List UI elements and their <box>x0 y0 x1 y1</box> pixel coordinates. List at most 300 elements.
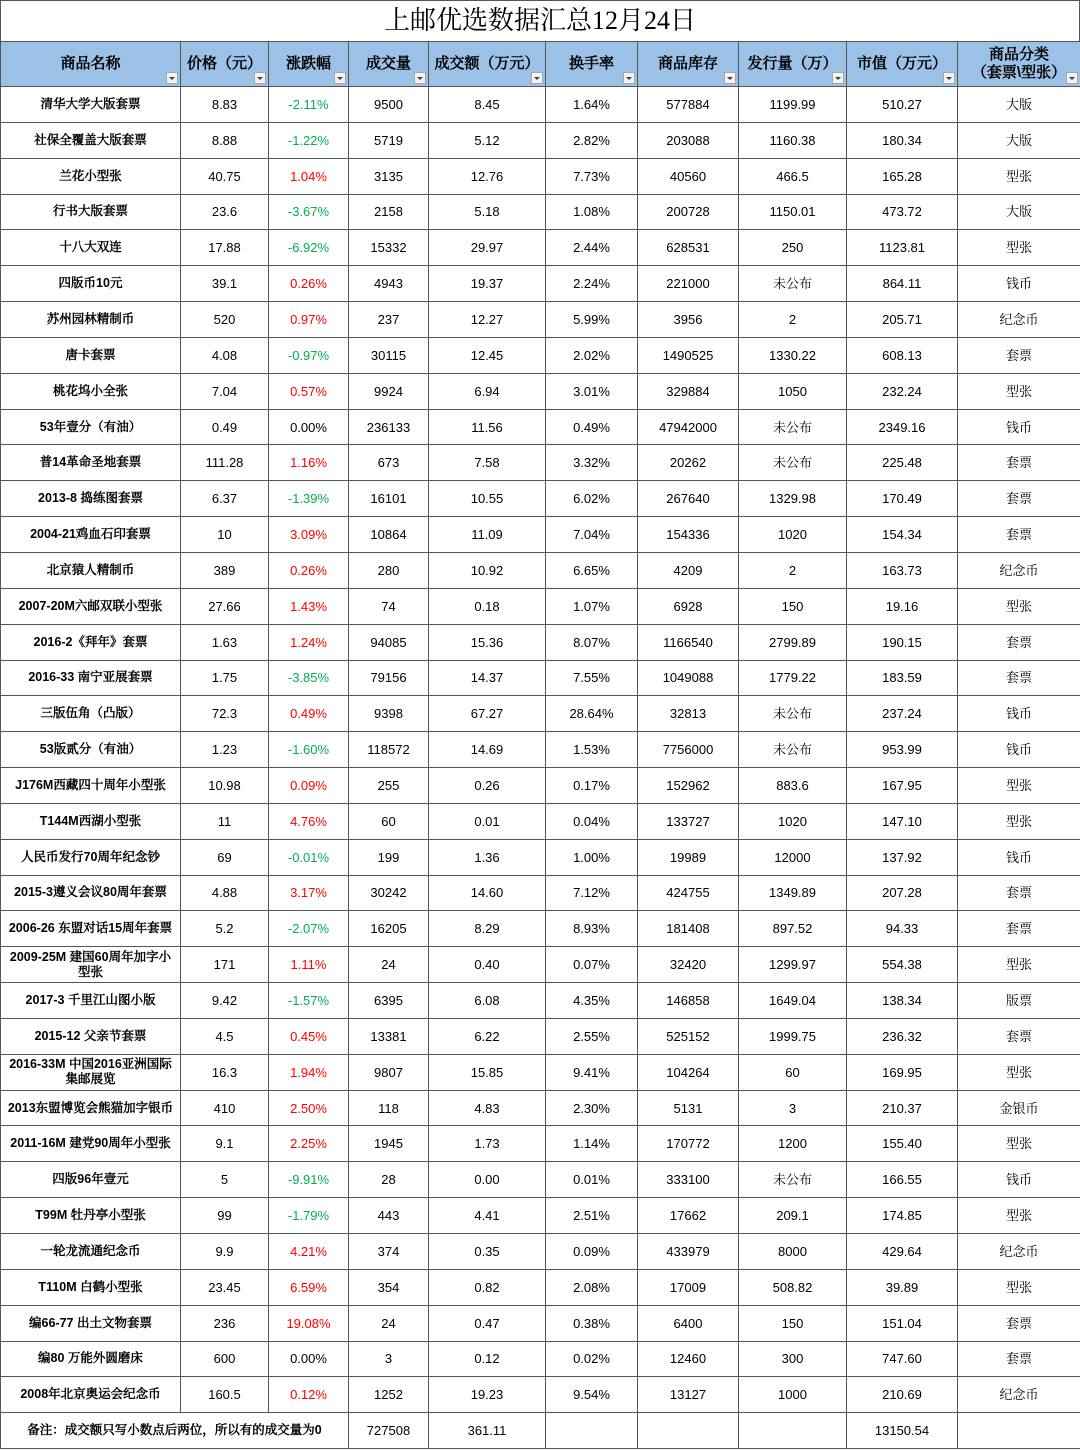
change-cell: 2.25% <box>269 1126 349 1162</box>
product-name-cell: 2006-26 东盟对话15周年套票 <box>1 911 181 947</box>
amount-cell: 10.55 <box>429 481 546 517</box>
table-row <box>1 517 1080 553</box>
product-name-cell: 2013东盟博览会熊猫加字银币 <box>1 1090 181 1126</box>
issue-cell: 1329.98 <box>739 481 847 517</box>
price-cell: 160.5 <box>181 1377 269 1413</box>
market-cap-cell: 147.10 <box>847 803 958 839</box>
stock-cell: 20262 <box>638 445 739 481</box>
amount-cell: 1.36 <box>429 839 546 875</box>
price-cell: 10 <box>181 517 269 553</box>
issue-cell: 150 <box>739 588 847 624</box>
total-market-cap-cell: 13150.54 <box>847 1413 958 1449</box>
category-cell: 型张 <box>958 803 1080 839</box>
category-cell: 型张 <box>958 1126 1080 1162</box>
category-cell: 型张 <box>958 588 1080 624</box>
volume-cell: 9807 <box>349 1054 429 1090</box>
amount-cell: 14.37 <box>429 660 546 696</box>
stock-cell: 3956 <box>638 302 739 338</box>
total-amount-cell: 361.11 <box>429 1413 546 1449</box>
change-cell: 1.94% <box>269 1054 349 1090</box>
table-row <box>1 983 1080 1019</box>
stock-cell: 329884 <box>638 373 739 409</box>
price-cell: 9.9 <box>181 1234 269 1270</box>
volume-cell: 354 <box>349 1269 429 1305</box>
table-row <box>1 481 1080 517</box>
table-row <box>1 230 1080 266</box>
issue-cell: 1199.99 <box>739 87 847 123</box>
table-row <box>1 1305 1080 1341</box>
header-label: 成交额（万元） <box>434 55 540 72</box>
volume-cell: 74 <box>349 588 429 624</box>
chevron-down-icon <box>169 77 175 80</box>
category-cell: 钱币 <box>958 696 1080 732</box>
stock-cell: 7756000 <box>638 732 739 768</box>
amount-cell: 10.92 <box>429 552 546 588</box>
issue-cell: 1999.75 <box>739 1018 847 1054</box>
table-row <box>1 302 1080 338</box>
price-cell: 6.37 <box>181 481 269 517</box>
change-cell: 0.26% <box>269 552 349 588</box>
filter-dropdown-button[interactable] <box>943 72 955 84</box>
price-cell: 5 <box>181 1162 269 1198</box>
change-cell: 2.50% <box>269 1090 349 1126</box>
change-cell: -9.91% <box>269 1162 349 1198</box>
turnover-rate-cell: 7.73% <box>546 158 638 194</box>
table-row <box>1 875 1080 911</box>
stock-cell: 433979 <box>638 1234 739 1270</box>
product-name-cell: 行书大版套票 <box>1 194 181 230</box>
stock-cell: 333100 <box>638 1162 739 1198</box>
issue-cell: 12000 <box>739 839 847 875</box>
amount-cell: 12.76 <box>429 158 546 194</box>
category-cell: 金银币 <box>958 1090 1080 1126</box>
amount-cell: 5.18 <box>429 194 546 230</box>
page-title: 上邮优选数据汇总12月24日 <box>0 0 1080 41</box>
market-cap-cell: 510.27 <box>847 87 958 123</box>
market-cap-cell: 210.69 <box>847 1377 958 1413</box>
stock-cell: 267640 <box>638 481 739 517</box>
category-cell: 套票 <box>958 624 1080 660</box>
issue-cell: 60 <box>739 1054 847 1090</box>
category-cell: 套票 <box>958 445 1080 481</box>
amount-cell: 8.29 <box>429 911 546 947</box>
volume-cell: 24 <box>349 1305 429 1341</box>
table-row <box>1 1377 1080 1413</box>
price-cell: 389 <box>181 552 269 588</box>
table-row <box>1 839 1080 875</box>
market-cap-cell: 237.24 <box>847 696 958 732</box>
stock-cell: 13127 <box>638 1377 739 1413</box>
turnover-rate-cell: 2.24% <box>546 266 638 302</box>
chevron-down-icon <box>1069 77 1075 80</box>
category-cell: 型张 <box>958 768 1080 804</box>
stock-cell: 1490525 <box>638 337 739 373</box>
category-cell: 大版 <box>958 122 1080 158</box>
market-cap-cell: 554.38 <box>847 947 958 983</box>
category-cell: 大版 <box>958 87 1080 123</box>
product-name-cell: 普14革命圣地套票 <box>1 445 181 481</box>
total-volume-cell: 727508 <box>349 1413 429 1449</box>
product-name-cell: 兰花小型张 <box>1 158 181 194</box>
amount-cell: 6.22 <box>429 1018 546 1054</box>
volume-cell: 15332 <box>349 230 429 266</box>
issue-cell: 209.1 <box>739 1198 847 1234</box>
market-cap-cell: 183.59 <box>847 660 958 696</box>
issue-cell: 1349.89 <box>739 875 847 911</box>
change-cell: 19.08% <box>269 1305 349 1341</box>
category-cell: 套票 <box>958 1018 1080 1054</box>
header-label: 市值（万元） <box>856 55 947 72</box>
filter-dropdown-button[interactable] <box>623 72 635 84</box>
stock-cell: 1049088 <box>638 660 739 696</box>
market-cap-cell: 953.99 <box>847 732 958 768</box>
table-row <box>1 1018 1080 1054</box>
category-cell: 大版 <box>958 194 1080 230</box>
filter-dropdown-button[interactable] <box>254 72 266 84</box>
market-cap-cell: 864.11 <box>847 266 958 302</box>
issue-cell: 未公布 <box>739 409 847 445</box>
turnover-rate-cell: 4.35% <box>546 983 638 1019</box>
stock-cell: 628531 <box>638 230 739 266</box>
change-cell: -1.22% <box>269 122 349 158</box>
data-table <box>0 41 1080 1449</box>
price-cell: 39.1 <box>181 266 269 302</box>
change-cell: -0.97% <box>269 337 349 373</box>
filter-dropdown-button[interactable] <box>724 72 736 84</box>
filter-dropdown-button[interactable] <box>334 72 346 84</box>
chevron-down-icon <box>946 77 952 80</box>
market-cap-cell: 180.34 <box>847 122 958 158</box>
category-cell: 钱币 <box>958 409 1080 445</box>
column-header-stock <box>638 42 739 87</box>
product-name-cell: 2016-33 南宁亚展套票 <box>1 660 181 696</box>
filter-dropdown-button[interactable] <box>531 72 543 84</box>
change-cell: -2.11% <box>269 87 349 123</box>
empty-cell <box>739 1413 847 1449</box>
stock-cell: 221000 <box>638 266 739 302</box>
column-header-amount <box>429 42 546 87</box>
price-cell: 600 <box>181 1341 269 1377</box>
column-header-name <box>1 42 181 87</box>
volume-cell: 280 <box>349 552 429 588</box>
filter-dropdown-button[interactable] <box>166 72 178 84</box>
table-row <box>1 768 1080 804</box>
table-row <box>1 1090 1080 1126</box>
product-name-cell: 十八大双连 <box>1 230 181 266</box>
table-row <box>1 588 1080 624</box>
filter-dropdown-button[interactable] <box>832 72 844 84</box>
product-name-cell: 四版96年壹元 <box>1 1162 181 1198</box>
price-cell: 16.3 <box>181 1054 269 1090</box>
amount-cell: 11.09 <box>429 517 546 553</box>
header-label: 成交量 <box>365 55 411 72</box>
turnover-rate-cell: 0.49% <box>546 409 638 445</box>
issue-cell: 897.52 <box>739 911 847 947</box>
table-row <box>1 947 1080 983</box>
price-cell: 1.75 <box>181 660 269 696</box>
change-cell: 3.09% <box>269 517 349 553</box>
table-row <box>1 624 1080 660</box>
market-cap-cell: 2349.16 <box>847 409 958 445</box>
turnover-rate-cell: 2.55% <box>546 1018 638 1054</box>
turnover-rate-cell: 0.07% <box>546 947 638 983</box>
volume-cell: 237 <box>349 302 429 338</box>
header-label: 发行量（万） <box>747 55 838 72</box>
stock-cell: 577884 <box>638 87 739 123</box>
table-row <box>1 552 1080 588</box>
category-cell: 型张 <box>958 158 1080 194</box>
volume-cell: 30242 <box>349 875 429 911</box>
category-cell: 型张 <box>958 1054 1080 1090</box>
market-cap-cell: 207.28 <box>847 875 958 911</box>
turnover-rate-cell: 3.32% <box>546 445 638 481</box>
turnover-rate-cell: 7.55% <box>546 660 638 696</box>
volume-cell: 199 <box>349 839 429 875</box>
table-row <box>1 1126 1080 1162</box>
turnover-rate-cell: 6.65% <box>546 552 638 588</box>
market-cap-cell: 138.34 <box>847 983 958 1019</box>
price-cell: 23.45 <box>181 1269 269 1305</box>
stock-cell: 32813 <box>638 696 739 732</box>
price-cell: 8.88 <box>181 122 269 158</box>
issue-cell: 2 <box>739 552 847 588</box>
price-cell: 236 <box>181 1305 269 1341</box>
category-cell: 型张 <box>958 373 1080 409</box>
market-cap-cell: 608.13 <box>847 337 958 373</box>
stock-cell: 1166540 <box>638 624 739 660</box>
filter-dropdown-button[interactable] <box>1066 72 1078 84</box>
issue-cell: 1160.38 <box>739 122 847 158</box>
price-cell: 1.23 <box>181 732 269 768</box>
change-cell: 0.00% <box>269 409 349 445</box>
empty-cell <box>958 1413 1080 1449</box>
volume-cell: 16205 <box>349 911 429 947</box>
issue-cell: 1020 <box>739 803 847 839</box>
category-cell: 型张 <box>958 947 1080 983</box>
issue-cell: 1000 <box>739 1377 847 1413</box>
market-cap-cell: 210.37 <box>847 1090 958 1126</box>
price-cell: 0.49 <box>181 409 269 445</box>
stock-cell: 6400 <box>638 1305 739 1341</box>
column-header-price <box>181 42 269 87</box>
change-cell: 0.00% <box>269 1341 349 1377</box>
turnover-rate-cell: 5.99% <box>546 302 638 338</box>
turnover-rate-cell: 1.00% <box>546 839 638 875</box>
issue-cell: 2799.89 <box>739 624 847 660</box>
amount-cell: 29.97 <box>429 230 546 266</box>
turnover-rate-cell: 8.93% <box>546 911 638 947</box>
amount-cell: 5.12 <box>429 122 546 158</box>
market-cap-cell: 94.33 <box>847 911 958 947</box>
volume-cell: 3135 <box>349 158 429 194</box>
chevron-down-icon <box>417 77 423 80</box>
price-cell: 69 <box>181 839 269 875</box>
product-name-cell: 2009-25M 建国60周年加字小型张 <box>1 947 181 983</box>
price-cell: 9.42 <box>181 983 269 1019</box>
issue-cell: 未公布 <box>739 1162 847 1198</box>
stock-cell: 170772 <box>638 1126 739 1162</box>
amount-cell: 0.35 <box>429 1234 546 1270</box>
change-cell: 1.16% <box>269 445 349 481</box>
volume-cell: 5719 <box>349 122 429 158</box>
change-cell: -0.01% <box>269 839 349 875</box>
issue-cell: 508.82 <box>739 1269 847 1305</box>
amount-cell: 67.27 <box>429 696 546 732</box>
issue-cell: 150 <box>739 1305 847 1341</box>
turnover-rate-cell: 3.01% <box>546 373 638 409</box>
volume-cell: 9500 <box>349 87 429 123</box>
volume-cell: 24 <box>349 947 429 983</box>
market-cap-cell: 151.04 <box>847 1305 958 1341</box>
product-name-cell: 2004-21鸡血石印套票 <box>1 517 181 553</box>
turnover-rate-cell: 0.02% <box>546 1341 638 1377</box>
change-cell: -3.85% <box>269 660 349 696</box>
product-name-cell: 2007-20M六邮双联小型张 <box>1 588 181 624</box>
amount-cell: 12.45 <box>429 337 546 373</box>
amount-cell: 15.85 <box>429 1054 546 1090</box>
stock-cell: 5131 <box>638 1090 739 1126</box>
change-cell: -1.60% <box>269 732 349 768</box>
price-cell: 10.98 <box>181 768 269 804</box>
table-row <box>1 1198 1080 1234</box>
table-row <box>1 409 1080 445</box>
category-cell: 纪念币 <box>958 1377 1080 1413</box>
turnover-rate-cell: 2.02% <box>546 337 638 373</box>
product-name-cell: 2015-3遵义会议80周年套票 <box>1 875 181 911</box>
amount-cell: 4.41 <box>429 1198 546 1234</box>
stock-cell: 154336 <box>638 517 739 553</box>
product-name-cell: 桃花坞小全张 <box>1 373 181 409</box>
amount-cell: 0.47 <box>429 1305 546 1341</box>
product-name-cell: 编66-77 出土文物套票 <box>1 1305 181 1341</box>
product-name-cell: 2017-3 千里江山图小版 <box>1 983 181 1019</box>
volume-cell: 79156 <box>349 660 429 696</box>
market-cap-cell: 167.95 <box>847 768 958 804</box>
category-cell: 纪念币 <box>958 1234 1080 1270</box>
chevron-down-icon <box>626 77 632 80</box>
product-name-cell: 2015-12 父亲节套票 <box>1 1018 181 1054</box>
stock-cell: 200728 <box>638 194 739 230</box>
table-row <box>1 696 1080 732</box>
issue-cell: 8000 <box>739 1234 847 1270</box>
turnover-rate-cell: 9.54% <box>546 1377 638 1413</box>
amount-cell: 12.27 <box>429 302 546 338</box>
price-cell: 27.66 <box>181 588 269 624</box>
issue-cell: 2 <box>739 302 847 338</box>
market-cap-cell: 232.24 <box>847 373 958 409</box>
product-name-cell: 四版币10元 <box>1 266 181 302</box>
category-cell: 钱币 <box>958 1162 1080 1198</box>
stock-cell: 6928 <box>638 588 739 624</box>
table-row <box>1 1341 1080 1377</box>
product-name-cell: 2013-8 捣练图套票 <box>1 481 181 517</box>
category-cell: 版票 <box>958 983 1080 1019</box>
amount-cell: 7.58 <box>429 445 546 481</box>
chevron-down-icon <box>337 77 343 80</box>
price-cell: 23.6 <box>181 194 269 230</box>
category-cell: 型张 <box>958 1198 1080 1234</box>
price-cell: 72.3 <box>181 696 269 732</box>
product-name-cell: 社保全覆盖大版套票 <box>1 122 181 158</box>
table-body <box>1 87 1080 1413</box>
table-row <box>1 158 1080 194</box>
table-row <box>1 266 1080 302</box>
product-name-cell: 2011-16M 建党90周年小型张 <box>1 1126 181 1162</box>
issue-cell: 3 <box>739 1090 847 1126</box>
issue-cell: 1779.22 <box>739 660 847 696</box>
price-cell: 4.08 <box>181 337 269 373</box>
change-cell: 0.57% <box>269 373 349 409</box>
volume-cell: 94085 <box>349 624 429 660</box>
stock-cell: 424755 <box>638 875 739 911</box>
turnover-rate-cell: 9.41% <box>546 1054 638 1090</box>
price-cell: 40.75 <box>181 158 269 194</box>
category-cell: 套票 <box>958 517 1080 553</box>
amount-cell: 8.45 <box>429 87 546 123</box>
volume-cell: 374 <box>349 1234 429 1270</box>
change-cell: 0.49% <box>269 696 349 732</box>
product-name-cell: J176M西藏四十周年小型张 <box>1 768 181 804</box>
turnover-rate-cell: 2.44% <box>546 230 638 266</box>
amount-cell: 0.00 <box>429 1162 546 1198</box>
chevron-down-icon <box>534 77 540 80</box>
issue-cell: 1050 <box>739 373 847 409</box>
table-row <box>1 911 1080 947</box>
price-cell: 9.1 <box>181 1126 269 1162</box>
price-cell: 111.28 <box>181 445 269 481</box>
market-cap-cell: 39.89 <box>847 1269 958 1305</box>
market-cap-cell: 1123.81 <box>847 230 958 266</box>
category-cell: 套票 <box>958 1341 1080 1377</box>
issue-cell: 1020 <box>739 517 847 553</box>
volume-cell: 3 <box>349 1341 429 1377</box>
chevron-down-icon <box>257 77 263 80</box>
category-cell: 套票 <box>958 875 1080 911</box>
issue-cell: 1299.97 <box>739 947 847 983</box>
issue-cell: 未公布 <box>739 445 847 481</box>
stock-cell: 133727 <box>638 803 739 839</box>
turnover-rate-cell: 0.17% <box>546 768 638 804</box>
price-cell: 99 <box>181 1198 269 1234</box>
amount-cell: 0.40 <box>429 947 546 983</box>
volume-cell: 118 <box>349 1090 429 1126</box>
volume-cell: 255 <box>349 768 429 804</box>
product-name-cell: T99M 牡丹亭小型张 <box>1 1198 181 1234</box>
footer-row <box>1 1413 1080 1449</box>
amount-cell: 0.12 <box>429 1341 546 1377</box>
amount-cell: 0.18 <box>429 588 546 624</box>
price-cell: 520 <box>181 302 269 338</box>
product-name-cell: 三版伍角（凸版） <box>1 696 181 732</box>
market-cap-cell: 205.71 <box>847 302 958 338</box>
turnover-rate-cell: 6.02% <box>546 481 638 517</box>
turnover-rate-cell: 0.38% <box>546 1305 638 1341</box>
amount-cell: 1.73 <box>429 1126 546 1162</box>
amount-cell: 19.37 <box>429 266 546 302</box>
filter-dropdown-button[interactable] <box>414 72 426 84</box>
amount-cell: 0.01 <box>429 803 546 839</box>
market-cap-cell: 429.64 <box>847 1234 958 1270</box>
change-cell: 6.59% <box>269 1269 349 1305</box>
product-name-cell: 北京猿人精制币 <box>1 552 181 588</box>
change-cell: -2.07% <box>269 911 349 947</box>
volume-cell: 2158 <box>349 194 429 230</box>
stock-cell: 525152 <box>638 1018 739 1054</box>
volume-cell: 60 <box>349 803 429 839</box>
table-row <box>1 194 1080 230</box>
amount-cell: 15.36 <box>429 624 546 660</box>
product-name-cell: 编80 万能外圆磨床 <box>1 1341 181 1377</box>
